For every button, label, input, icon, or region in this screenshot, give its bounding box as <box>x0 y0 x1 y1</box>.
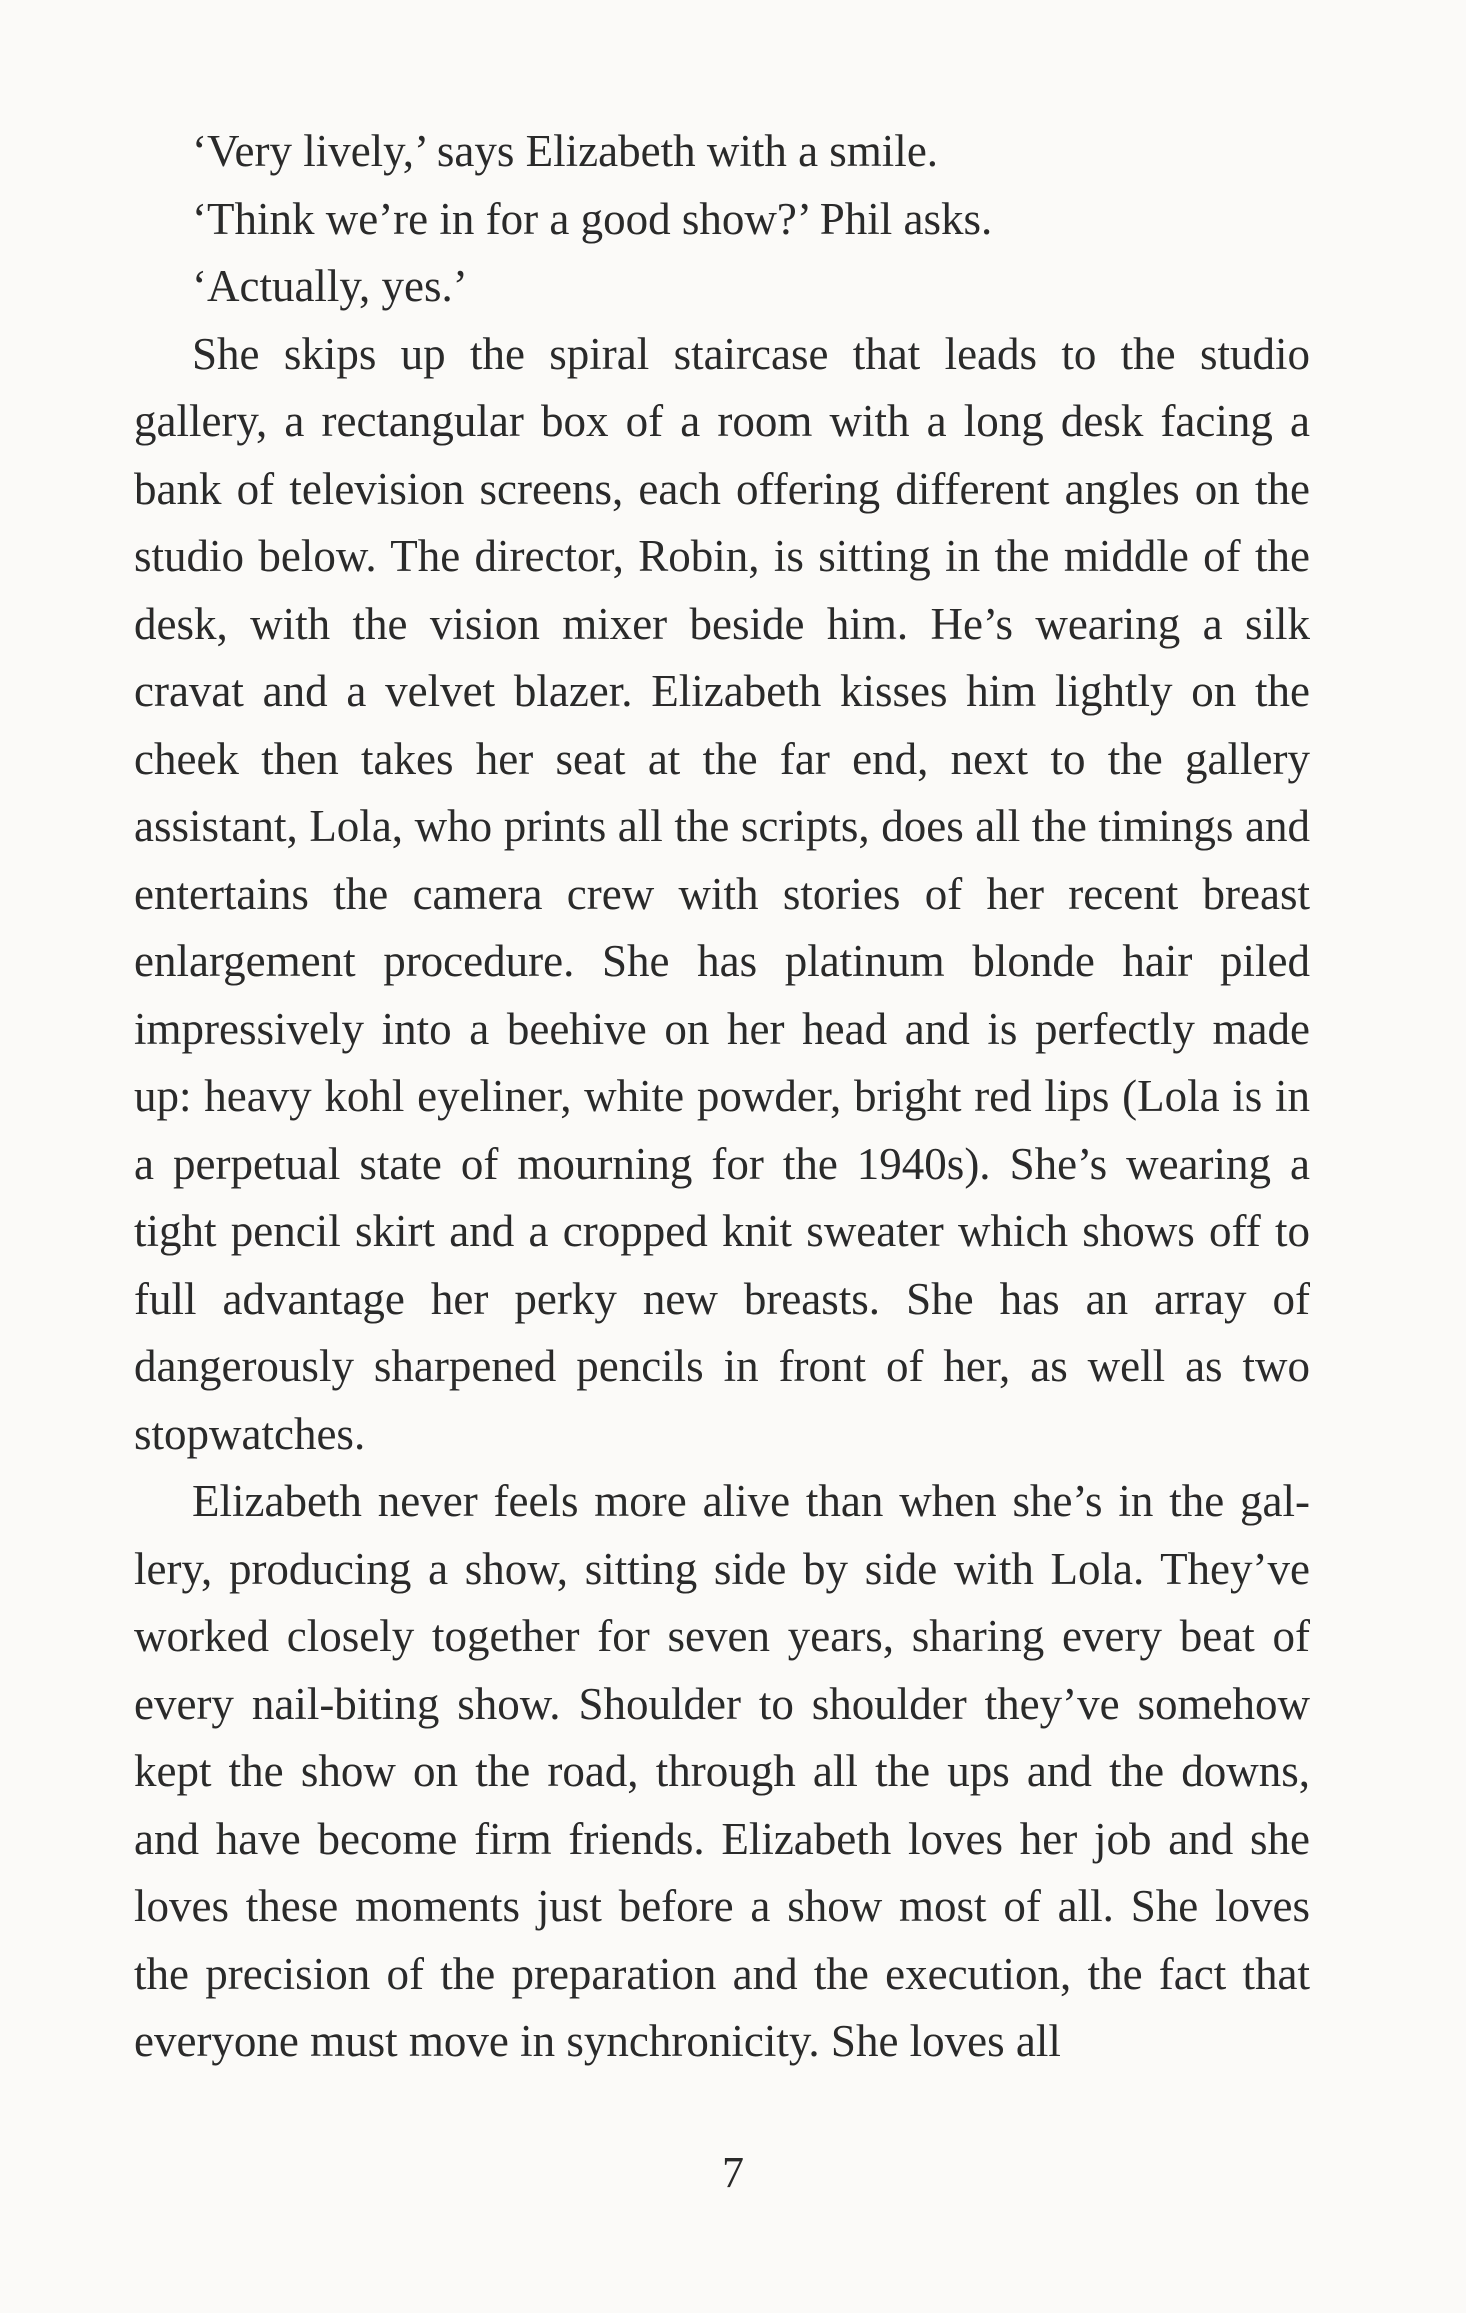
page-body <box>134 118 1310 2076</box>
dialogue-paragraph: ‘Very lively,’ says Elizabeth with a smile. <box>192 126 939 176</box>
dialogue-paragraph: ‘Actually, yes.’ <box>192 261 468 311</box>
body-paragraph: She skips up the spiral staircase that leads to the studio gallery, a rectangular box of a room with a long desk facing a bank of television screens, each offering different angles on the studio below. The director, Robin, is sitting in the middle of the desk, with the vision mixer beside him. He’s wearing a silk cravat and a velvet blazer. Elizabeth kisses him lightly on the cheek then takes her seat at the far end, next to the gallery assistant, Lola, who prints all the scripts, does all the timings and entertains the camera crew with stories of her recent breast enlargement procedure. She has platinum blonde hair piled impressively into a beehive on her head and is perfectly made up: heavy kohl eyeliner, white powder, bright red lips (Lola is in a perpetual state of mourning for the 1940s). She’s wearing a tight pencil skirt and a cropped knit sweater which shows off to full advantage her perky new breasts. She has an array of dangerously sharpened pencils in front of her, as well as two stopwatches. <box>134 328 1310 1459</box>
body-paragraph: Elizabeth never feels more alive than when she’s in the gallery, producing a show, sitting side by side with Lola. They’ve worked closely together for seven years, sharing every beat of every nail-biting show. Shoulder to shoulder they’ve somehow kept the show on the road, through all the ups and the downs, and have become firm friends. Elizabeth loves her job and she loves these moments just before a show most of all. She loves the precision of the preparation and the execution, the fact that everyone must move in synchronicity. She loves all <box>134 1476 1310 2066</box>
dialogue-paragraph: ‘Think we’re in for a good show?’ Phil asks. <box>192 193 993 244</box>
page-number: 7 <box>722 2148 744 2197</box>
